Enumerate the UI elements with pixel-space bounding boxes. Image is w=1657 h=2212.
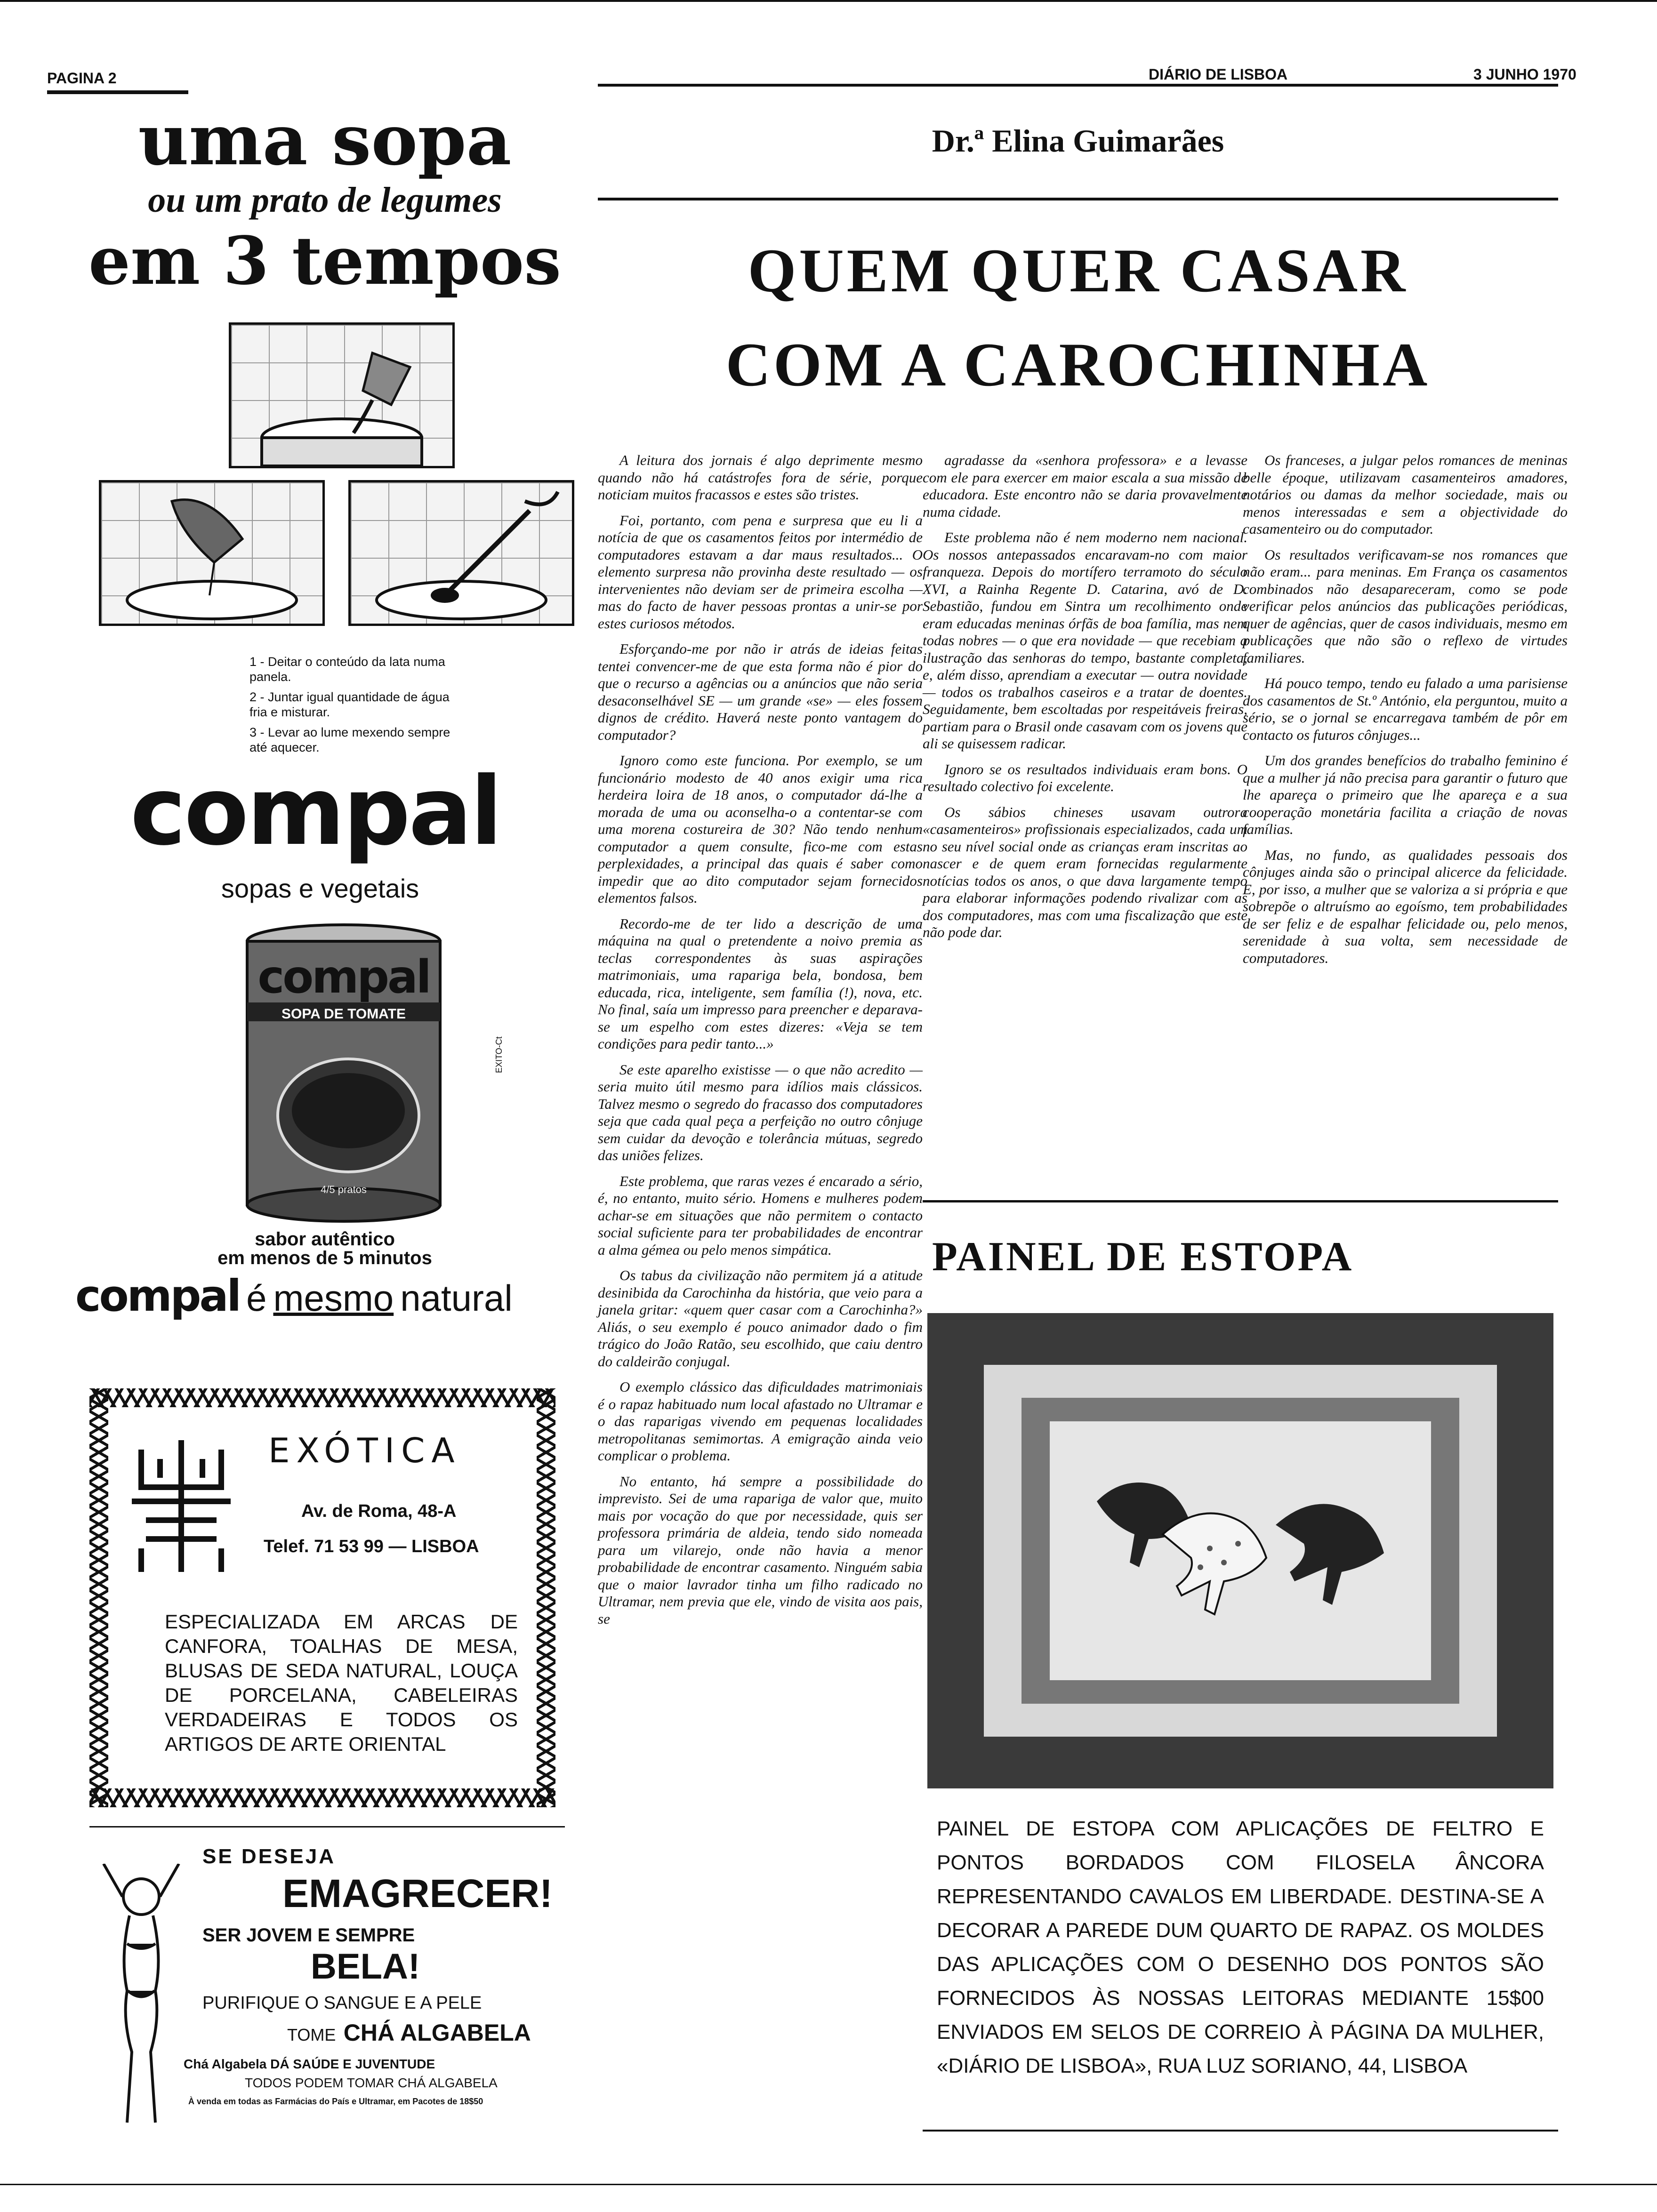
page-number: PAGINA 2	[47, 70, 117, 87]
paragraph: O exemplo clássico das dificuldades matrimoniais é o rapaz habituado num local afastado no Ultramar e o das raparigas vivendo em pequenas localidades metropolitanas semimortas. A emigração ainda veio complicar o problema.	[598, 1378, 923, 1464]
step-3-illustration	[348, 480, 574, 626]
algabela-tome: TOME	[287, 2025, 336, 2044]
paragraph: Os tabus da civilização não permitem já a atitude desinibida da Carochinha da história, que veio para a janela gritar: «quem quer casar com a Carochinha?» Aliás, o seu exemplo é pouco animador dado o fim trágico do João Ratão, seu escolhido, que caiu dentro do caldeirão conjugal.	[598, 1267, 923, 1370]
paragraph: agradasse da «senhora professora» e a levasse com ele para exercer em maior escala a sua missão de educadora. Este encontro não se daria provavelmente numa cidade.	[923, 452, 1247, 520]
algabela-line-2: EMAGRECER!	[282, 1871, 553, 1915]
issue-date: 3 JUNHO 1970	[1473, 66, 1577, 83]
slogan-2: em menos de 5 minutos	[217, 1248, 432, 1268]
ad-headline: uma sopa	[138, 99, 512, 181]
algabela-line-1: SE DESEJA	[202, 1845, 336, 1868]
stirring-spoon-icon	[351, 482, 572, 624]
paragraph: No entanto, há sempre a possibilidade do imprevisto. Sei de uma rapariga de valor que, muito mais por vocação do que por necessidade, quis ser professora primária de aldeia, tendo sido nomeada para um vilarejo, onde não havia a menor probabilidade de encontrar casamento. Ninguém sabia que o maior lavrador tinha um filho radicado no Ultramar, nem previa que ele, vindo de visita aos pais, se	[598, 1473, 923, 1627]
algabela-line-9: À venda em todas as Farmácias do País e Ultramar, em Pacotes de 18$50	[188, 2097, 483, 2106]
article-column-1	[598, 452, 923, 1636]
paragraph: Se este aparelho existisse — o que não acredito — seria muito útil mesmo para idílios mais clássicos. Talvez mesmo o segredo do fracasso dos computadores seja que cada qual peça a perfeição no outro cônjuge sem cuidar da devoção e tolerância mútuas, segredo das uniões felizes.	[598, 1061, 923, 1163]
exotica-name: EXÓTICA	[268, 1431, 461, 1470]
ad-footer	[75, 1271, 579, 1322]
paragraph: Foi, portanto, com pena e surpresa que eu li a notícia de que os casamentos feitos por intermédio de computadores estavam a dar maus resultados... O elemento surpresa não provinha deste resultado — os intervenientes não deviam ser de primeira escolha — mas do facto de haver pessoas prontas a unir-se por estes curiosos métodos.	[598, 512, 923, 632]
agency-credit: EXITO-Ct	[494, 1036, 504, 1073]
paragraph: Ignoro como este funciona. Por exemplo, se um funcionário modesto de 40 anos exigir uma rica herdeira loira de 18 anos, o computador dá-lhe a morada de uma ou aconselha-o a contentar-se com uma morena costureira de 30? Não tendo nenhum computador a quem consulte, fico-me com estas perplexidades, a principal das quais é saber como impedir que ao dito computador sejam fornecidos elementos falsos.	[598, 752, 923, 906]
footer-mesmo: mesmo	[273, 1277, 394, 1319]
article-column-2	[923, 452, 1247, 950]
paragraph: Recordo-me de ter lido a descrição de uma máquina na qual o pretendente a noivo premia as teclas correspondentes às suas aspirações matrimoniais, uma rapariga bela, bondosa, bem educada, rica, inteligente, sem família (!), nova, etc. No final, saía um impresso para preencher e deparava-se um espelho com estes dizeres: «Veja se tem condições para pedir tanto...»	[598, 915, 923, 1052]
paragraph: Um dos grandes benefícios do trabalho feminino é que a mulher já não precisa para garantir o futuro que lhe apareça o primeiro que lhe apareça e a sua cooperação monetária facilita a criação de novas famílias.	[1243, 752, 1568, 837]
exotica-logo	[132, 1440, 231, 1572]
footer-is: é	[246, 1277, 267, 1319]
painel-photo	[927, 1313, 1553, 1788]
paragraph: Os sábios chineses usavam outrora «casamenteiros» profissionais especializados, cada um no seu nível social onde as crianças eram inscritas ao nascer e de quem eram fornecidas regularmente notícias todos os anos, o que dava largamente tempo para elaborar informações podendo rivalizar com as dos computadores, mas com uma fiscalização que este não pode dar.	[923, 803, 1247, 940]
paragraph: Este problema não é nem moderno nem nacional. Os nossos antepassados encaravam-no com maior franqueza. Depois do mortífero terramoto do século XVI, a Rainha Regente D. Catarina, avó de D. Sebastião, fundou em Sintra um recolhimento onde eram educadas meninas órfãs de boa família, mas nem todas nobres — o que era novidade — que recebiam a ilustração das senhoras do tempo, bastante completa, e, além disso, aprendiam a executar — outra novidade — todos os trabalhos caseiros e a tratar de doentes. Seguidamente, bem escoltadas por respeitáveis freiras, partiam para o Brasil onde casavam com os jovens que ali se quisessem radicar.	[923, 529, 1247, 752]
water-pour-icon	[101, 482, 322, 624]
can-servings: 4/5 pratos	[321, 1184, 367, 1195]
slogan-1: sabor autêntico	[255, 1229, 395, 1250]
ad-headline-2: em 3 tempos	[88, 223, 562, 300]
can-label: SOPA DE TOMATE	[282, 1006, 406, 1022]
article-column-3	[1243, 452, 1568, 975]
exotica-description: ESPECIALIZADA EM ARCAS DE CANFORA, TOALHAS DE MESA, BLUSAS DE SEDA NATURAL, LOUÇA DE PORCELANA, CABELEIRAS VERDADEIRAS E TODOS OS ARTIGOS DE ARTE ORIENTAL	[165, 1611, 518, 1755]
step-3: 3 - Levar ao lume mexendo sempre até aquecer.	[249, 725, 450, 754]
paragraph: A leitura dos jornais é algo deprimente mesmo quando não há catástrofes fora de série, porque noticiam muitos fracassos e estes são tristes.	[598, 452, 923, 503]
woman-figure	[94, 1864, 188, 2127]
woman-silhouette-icon	[94, 1864, 188, 2127]
article-title-2: COM A CAROCHINHA	[725, 330, 1431, 399]
algabela-line-5: PURIFIQUE O SANGUE E A PELE	[202, 1993, 482, 2013]
painel-caption: PAINEL DE ESTOPA COM APLICAÇÕES DE FELTRO E PONTOS BORDADOS COM FILOSELA ÂNCORA REPRESENTANDO CAVALOS EM LIBERDADE. DESTINA-SE A DECORAR A PAREDE DUM QUARTO DE RAPAZ. OS MOLDES DAS APLICAÇÕES COM O DESENHO DOS PONTOS SÃO FORNECIDOS ÀS NOSSAS LEITORAS MEDIANTE 15$00 ENVIADOS EM SELOS DE CORREIO À PÁGINA DA MULHER, «DIÁRIO DE LISBOA», RUA LUZ SORIANO, 44, LISBOA	[937, 1817, 1544, 2077]
step-1-illustration	[229, 322, 455, 468]
paragraph: Ignoro se os resultados individuais eram bons. O resultado colectivo foi excelente.	[923, 761, 1247, 794]
step-2-illustration	[99, 480, 325, 626]
exotica-phone: Telef. 71 53 99 — LISBOA	[264, 1537, 479, 1556]
step-1: 1 - Deitar o conteúdo da lata numa panela.	[249, 655, 445, 684]
paragraph: Este problema, que raras vezes é encarado a sério, é, no entanto, muito sério. Homens e mulheres podem achar-se em situações que não permitem o contacto social suficiente para ter probabilidades de encontrar a alma gémea ou pelo menos simpática.	[598, 1172, 923, 1258]
can-brand: compal	[257, 951, 430, 1003]
algabela-line-6	[287, 2019, 531, 2046]
algabela-line-4: BELA!	[311, 1947, 420, 1987]
horses-embroidery-icon	[1069, 1445, 1417, 1661]
article-title-1: QUEM QUER CASAR	[748, 236, 1408, 305]
algabela-line-3: SER JOVEM E SEMPRE	[202, 1925, 415, 1946]
soup-can	[240, 922, 447, 1224]
paragraph: Esforçando-me por não ir atrás de ideias feitas tentei convencer-me de que esta forma não é pior do que o recurso a agências ou a anúncios que não seria desaconselhável SE — um grande «se» — eles fossem dignos de crédito. Haverá neste ponto vantagem do computador?	[598, 641, 923, 743]
painel-title: PAINEL DE ESTOPA	[932, 1234, 1354, 1280]
oriental-symbol-icon	[132, 1440, 231, 1572]
author-byline: Dr.ª Elina Guimarães	[932, 123, 1224, 159]
algabela-product: CHÁ ALGABELA	[343, 2020, 531, 2046]
header-rule	[598, 84, 1558, 87]
ad-tagline: sopas e vegetais	[221, 874, 419, 903]
algabela-line-7: Chá Algabela DÁ SAÚDE E JUVENTUDE	[184, 2057, 435, 2071]
paragraph: Os franceses, a julgar pelos romances de meninas belle époque, utilizavam casamenteiros amadores, notários ou damas da melhor sociedade, mais ou menos interessadas e sem a objectividade do casamenteiro ou do computador.	[1243, 452, 1568, 537]
footer-natural: natural	[400, 1277, 513, 1319]
footer-brand: compal	[75, 1271, 240, 1321]
paragraph: Há pouco tempo, tendo eu falado a uma parisiense dos casamentos de St.º António, ela perguntou, muito a sério, se o jornal se encarregava também de pôr em contacto os futuros cônjuges...	[1243, 675, 1568, 743]
compal-logo: compal	[130, 757, 501, 866]
pot-pour-icon	[231, 325, 452, 466]
newspaper-name: DIÁRIO DE LISBOA	[1149, 66, 1288, 83]
exotica-address: Av. de Roma, 48-A	[301, 1501, 457, 1521]
paragraph: Mas, no fundo, as qualidades pessoais dos cônjuges ainda são o principal alicerce da felicidade. E, por isso, a mulher que se valoriza a si própria e que sobrepõe o altruísmo ao egoísmo, tem probabilidades de ser feliz e de espalhar felicidade ou, pelo menos, serenidade à sua volta, sem necessidade de computadores.	[1243, 846, 1568, 966]
algabela-line-8: TODOS PODEM TOMAR CHÁ ALGABELA	[245, 2076, 498, 2090]
ad-subheadline: ou um prato de legumes	[148, 180, 502, 220]
paragraph: Os resultados verificavam-se nos romances que não eram... para meninas. Em França os casamentos combinados não desapareceram, como se pode verificar pelos anúncios das publicações periódicas, quer de agências, quer de casos individuais, mesmo em publicações que não são o reflexo de virtudes familiares.	[1243, 546, 1568, 666]
step-2: 2 - Juntar igual quantidade de água fria e misturar.	[249, 690, 450, 719]
